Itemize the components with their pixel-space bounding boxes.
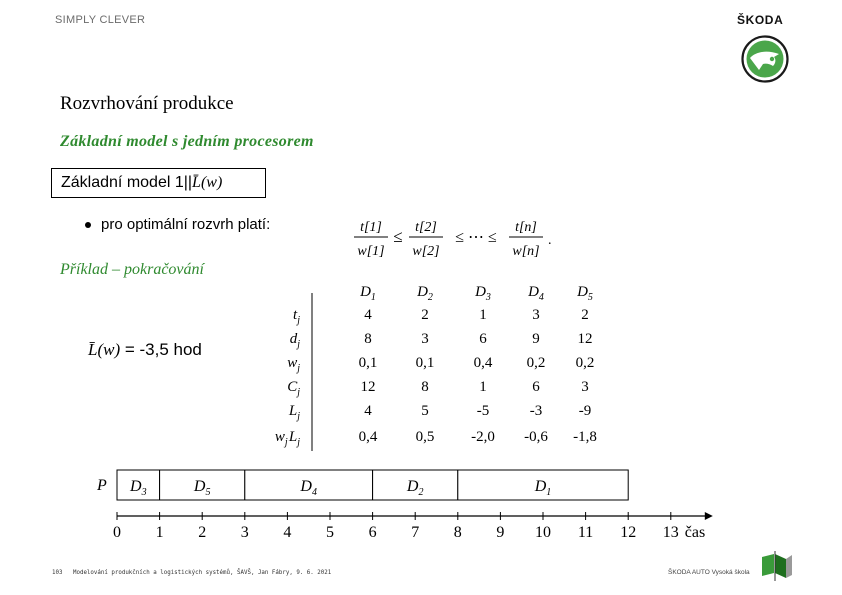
time-axis-arrow-icon [705,512,713,520]
weighted-lateness-result [88,340,202,360]
column-header-d2: $D_2$ [417,284,433,303]
gantt-task-label-d2: $D_2$ [406,478,424,498]
fraction-2-numerator: t[2] [415,220,437,235]
table-cell: 12 [577,331,593,347]
table-cell: 1 [479,379,487,395]
table-cell: -1,8 [573,429,597,445]
job-parameters-table [262,279,612,451]
table-cell: -5 [476,403,490,419]
page-title: Rozvrhování produkce [60,93,234,114]
row-label-5: $w_j$ $L_j$ [274,429,300,448]
fraction-1 [354,220,388,259]
fraction-n-numerator: t[n] [515,220,537,235]
fraction-n [509,220,543,259]
table-cell: 1 [479,307,487,323]
model-notation-prefix: Základní model 1|| [61,174,193,191]
skoda-winged-arrow-icon [741,35,789,83]
brand-name: ŠKODA [737,13,784,27]
table-cell: 6 [479,331,487,347]
formula-period: . [548,233,552,248]
fraction-2-denominator: w[2] [412,244,440,259]
section-subtitle: Základní model s jedním procesorem [60,133,314,150]
axis-tick-label: 9 [496,524,505,541]
table-cell: 0,2 [526,355,546,371]
gantt-task-label-d5: $D_5$ [193,478,211,498]
table-cell: 9 [532,331,540,347]
less-or-equal-sign: ≤ [393,227,403,246]
axis-tick-label: 11 [577,524,594,541]
table-cell: 0,4 [473,355,493,371]
optimal-order-formula [350,212,560,262]
page-number: 103 [52,570,63,576]
column-header-d1: $D_1$ [360,284,376,303]
axis-tick-label: 0 [113,524,121,541]
gantt-chart [85,466,720,546]
example-label: Příklad – pokračování [60,261,204,278]
table-cell: -9 [578,403,592,419]
footer-text [52,570,331,576]
row-label-2: $w_j$ [287,355,300,374]
table-cell: 8 [421,379,429,395]
ellipsis-chain: ≤ ⋯ ≤ [455,229,497,246]
row-label-0: $t_j$ [293,307,300,326]
table-cell: -3 [529,403,543,419]
gantt-task-label-d4: $D_4$ [300,478,317,498]
table-cell: 12 [360,379,376,395]
footer-caption: Modelování produkčních a logistických systémů, ŠAVŠ, Jan Fábry, 9. 6. 2021 [72,570,332,576]
table-cell: 4 [364,403,372,419]
table-cell: 3 [421,331,429,347]
row-label-3: $C_j$ [287,379,300,398]
tagline: SIMPLY CLEVER [55,14,146,26]
fraction-2 [409,220,443,259]
axis-tick-label: 3 [240,524,249,541]
table-cell: 0,5 [415,429,435,445]
footer-brand: ŠKODA AUTO Vysoká škola [668,569,750,576]
table-cell: -2,0 [471,429,495,445]
weighted-lateness-symbol: L̄(w) [88,340,121,359]
column-header-d4: $D_4$ [528,284,544,303]
bullet-item [85,216,270,233]
table-cell: 8 [364,331,372,347]
axis-tick-label: 10 [535,524,551,541]
fraction-1-denominator: w[1] [357,244,385,259]
axis-tick-label: 7 [411,524,420,541]
axis-tick-label: 2 [198,524,207,541]
bullet-text: pro optimální rozvrh platí: [101,216,271,233]
column-header-d3: $D_3$ [475,284,491,303]
processor-label: P [97,477,107,494]
table-cell: 6 [532,379,540,395]
axis-tick-label: 12 [620,524,637,541]
table-cell: 3 [581,379,589,395]
table-cell: 5 [421,403,429,419]
table-cell: 4 [364,307,372,323]
axis-tick-label: 4 [283,524,292,541]
axis-tick-label: 13 [662,524,679,541]
table-cell: 3 [532,307,540,323]
table-cell: 0,1 [358,355,378,371]
model-notation-lateness: L̄(w) [192,174,223,191]
axis-tick-label: 1 [155,524,164,541]
gantt-task-label-d1: $D_1$ [534,478,552,498]
fraction-n-denominator: w[n] [512,244,540,259]
gantt-task-label-d3: $D_3$ [130,478,147,498]
axis-tick-label: 8 [453,524,462,541]
table-cell: 2 [421,307,429,323]
table-cell: -0,6 [524,429,548,445]
axis-tick-label: 6 [368,524,377,541]
row-label-1: $d_j$ [289,331,300,350]
table-cell: 0,4 [358,429,378,445]
table-cell: 0,2 [575,355,595,371]
fraction-1-numerator: t[1] [360,220,382,235]
axis-title: čas [684,524,706,541]
skoda-auto-university-flag-icon [758,551,794,581]
model-notation-box [51,168,266,198]
bullet-dot-icon [85,222,91,228]
row-label-4: $L_j$ [288,403,300,422]
weighted-lateness-value: = -3,5 hod [124,340,202,359]
column-header-d5: $D_5$ [577,284,593,303]
table-cell: 2 [581,307,589,323]
table-cell: 0,1 [415,355,435,371]
axis-tick-label: 5 [326,524,334,541]
